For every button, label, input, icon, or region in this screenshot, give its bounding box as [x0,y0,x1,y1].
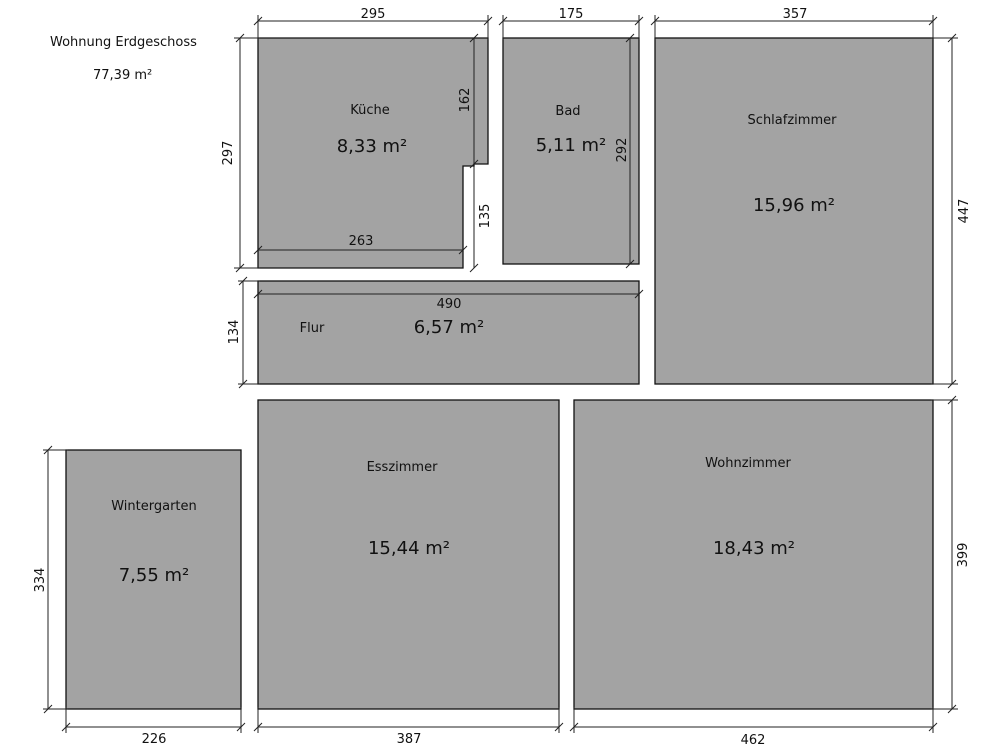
room-flur-area: 6,57 m² [413,317,485,338]
dim-wintergarten-width-label: 226 [141,732,167,747]
dim-kueche-notch-lower-label: 135 [478,203,493,229]
room-esszimmer [258,400,559,709]
room-schlafzimmer [655,38,933,384]
dim-wohnzimmer-width [570,707,937,748]
dim-flur-height-label: 134 [227,319,242,345]
dim-flur-length-label: 490 [436,297,462,312]
dim-schlafzimmer-width [651,7,937,40]
plan-title: Wohnung Erdgeschoss [50,35,197,50]
dim-kueche-width [254,7,492,40]
room-wintergarten-area: 7,55 m² [118,565,190,586]
dim-wohnzimmer-width-label: 462 [740,733,766,748]
room-flur-name: Flur [299,321,325,336]
room-bad-area: 5,11 m² [535,135,607,156]
room-kueche-name: Küche [350,103,390,118]
dim-schlafzimmer-height-label: 447 [957,198,972,224]
dim-esszimmer-width-label: 387 [396,732,422,747]
room-schlafzimmer-area: 15,96 m² [752,195,836,216]
room-wohnzimmer-name: Wohnzimmer [705,456,791,471]
dim-kueche-notch-lower [470,166,493,272]
dim-esszimmer-width [254,707,563,747]
dim-kueche-bottom-label: 263 [348,234,374,249]
dim-bad-width-label: 175 [558,7,584,22]
total-area: 77,39 m² [93,68,153,83]
room-wintergarten [66,450,241,709]
dim-wintergarten-width [62,707,245,747]
dim-bad-width [499,7,643,40]
dim-kueche-height-label: 297 [221,140,236,166]
room-kueche-area: 8,33 m² [336,136,408,157]
dim-wintergarten-height [33,446,68,713]
dim-schlafzimmer-width-label: 357 [782,7,808,22]
dim-bad-height-label: 292 [615,137,630,163]
room-wohnzimmer-area: 18,43 m² [712,538,796,559]
dim-kueche-width-label: 295 [360,7,386,22]
dim-wohnzimmer-height [931,396,971,713]
room-bad-name: Bad [555,104,581,119]
room-schlafzimmer-name: Schlafzimmer [747,113,837,128]
dim-kueche-height [221,34,260,272]
room-esszimmer-area: 15,44 m² [367,538,451,559]
room-wintergarten-name: Wintergarten [111,499,197,514]
dim-kueche-notch-upper-label: 162 [458,87,473,113]
dim-schlafzimmer-height [931,34,972,388]
dim-wohnzimmer-height-label: 399 [956,542,971,568]
dim-wintergarten-height-label: 334 [33,567,48,593]
dim-flur-height [227,277,260,388]
room-wohnzimmer [574,400,933,709]
room-esszimmer-name: Esszimmer [366,460,438,475]
